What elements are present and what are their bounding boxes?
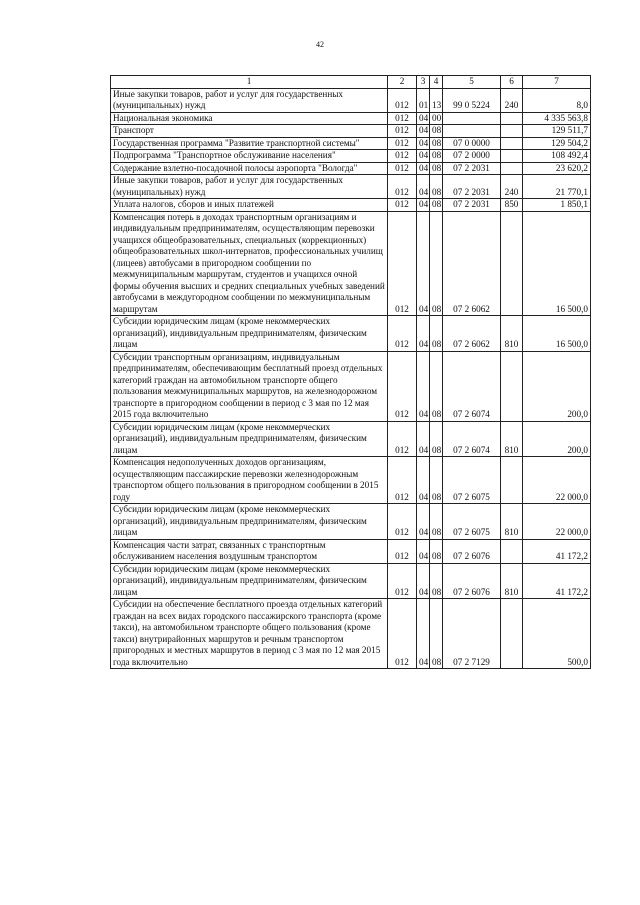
section-cell: 04 [417,150,430,163]
row-name: Компенсация недополученных доходов организациям, осуществляющим пассажирские перевозки железнодорожным транспортом общего пользования в пригородном сообщении в 2015 году [111,457,388,504]
amount-cell: 16 500,0 [523,211,591,316]
amount-cell: 200,0 [523,351,591,421]
section-cell: 04 [417,563,430,599]
section-cell: 04 [417,175,430,199]
expense-type-cell [501,125,523,138]
row-name: Субсидии на обеспечение бесплатного проезда отдельных категорий граждан на всех видах городского пассажирского транспорта (кроме такси), на автомобильном транспорте общего пользования (кроме такси) внутрирайонных маршрутов и речным транспортом пригородных и местных маршрутов в период с 3 мая по 12 мая 2015 года включительно [111,599,388,669]
row-name: Государственная программа "Развитие транспортной системы" [111,137,388,150]
admin-code-cell: 012 [388,599,417,669]
row-name: Субсидии юридическим лицам (кроме некоммерческих организаций), индивидуальным предпринимателям, физическим лицам [111,504,388,540]
section-cell: 01 [417,88,430,112]
target-article-cell: 99 0 5224 [443,88,501,112]
expense-type-cell [501,599,523,669]
row-name: Транспорт [111,125,388,138]
target-article-cell: 07 2 7129 [443,599,501,669]
admin-code-cell: 012 [388,150,417,163]
section-cell: 04 [417,211,430,316]
amount-cell: 1 850,1 [523,199,591,212]
section-cell: 04 [417,316,430,352]
expense-type-cell: 810 [501,421,523,457]
row-name: Содержание взлетно-посадочной полосы аэропорта "Вологда" [111,162,388,175]
subsection-cell: 08 [430,162,443,175]
amount-cell: 129 504,2 [523,137,591,150]
expense-type-cell [501,137,523,150]
subsection-cell: 08 [430,539,443,563]
admin-code-cell: 012 [388,162,417,175]
target-article-cell: 07 2 6076 [443,563,501,599]
admin-code-cell: 012 [388,125,417,138]
expense-type-cell [501,211,523,316]
expense-type-cell: 240 [501,175,523,199]
amount-cell: 22 000,0 [523,457,591,504]
subsection-cell: 00 [430,112,443,125]
expense-type-cell: 810 [501,504,523,540]
table-row [111,457,591,504]
row-name: Подпрограмма "Транспортное обслуживание населения" [111,150,388,163]
expense-type-cell [501,112,523,125]
subsection-cell: 08 [430,563,443,599]
subsection-cell: 08 [430,137,443,150]
column-header: 1 [111,76,388,89]
target-article-cell: 07 2 2031 [443,199,501,212]
row-name: Иные закупки товаров, работ и услуг для государственных (муниципальных) нужд [111,88,388,112]
amount-cell: 108 492,4 [523,150,591,163]
subsection-cell: 08 [430,316,443,352]
target-article-cell: 07 2 6075 [443,504,501,540]
amount-cell: 200,0 [523,421,591,457]
expense-type-cell [501,351,523,421]
table-row [111,88,591,112]
table-row [111,112,591,125]
expense-type-cell [501,457,523,504]
table-row [111,211,591,316]
expense-type-cell [501,539,523,563]
row-name: Субсидии юридическим лицам (кроме некоммерческих организаций), индивидуальным предпринимателям, физическим лицам [111,563,388,599]
column-header: 5 [443,76,501,89]
amount-cell: 23 620,2 [523,162,591,175]
admin-code-cell: 012 [388,199,417,212]
amount-cell: 8,0 [523,88,591,112]
table-body [111,88,591,669]
target-article-cell: 07 2 0000 [443,150,501,163]
section-cell: 04 [417,162,430,175]
amount-cell: 41 172,2 [523,539,591,563]
table-row [111,150,591,163]
column-header: 3 [417,76,430,89]
target-article-cell: 07 2 6062 [443,316,501,352]
table-row [111,137,591,150]
subsection-cell: 08 [430,457,443,504]
target-article-cell: 07 2 2031 [443,175,501,199]
section-cell: 04 [417,199,430,212]
section-cell: 04 [417,599,430,669]
admin-code-cell: 012 [388,563,417,599]
subsection-cell: 08 [430,351,443,421]
target-article-cell: 07 0 0000 [443,137,501,150]
amount-cell: 22 000,0 [523,504,591,540]
target-article-cell: 07 2 2031 [443,162,501,175]
table-row [111,421,591,457]
column-header: 7 [523,76,591,89]
target-article-cell: 07 2 6074 [443,351,501,421]
column-header: 6 [501,76,523,89]
subsection-cell: 08 [430,125,443,138]
section-cell: 04 [417,112,430,125]
admin-code-cell: 012 [388,504,417,540]
admin-code-cell: 012 [388,88,417,112]
row-name: Субсидии юридическим лицам (кроме некоммерческих организаций), индивидуальным предпринимателям, физическим лицам [111,316,388,352]
row-name: Уплата налогов, сборов и иных платежей [111,199,388,212]
table-row [111,316,591,352]
admin-code-cell: 012 [388,211,417,316]
admin-code-cell: 012 [388,112,417,125]
row-name: Иные закупки товаров, работ и услуг для государственных (муниципальных) нужд [111,175,388,199]
target-article-cell [443,125,501,138]
table-row [111,351,591,421]
expense-type-cell [501,150,523,163]
section-cell: 04 [417,351,430,421]
table-row [111,162,591,175]
table-row [111,539,591,563]
amount-cell: 129 511,7 [523,125,591,138]
table-row [111,563,591,599]
subsection-cell: 08 [430,211,443,316]
page-number: 42 [316,40,324,49]
row-name: Компенсация части затрат, связанных с транспортным обслуживанием населения воздушным транспортом [111,539,388,563]
row-name: Компенсация потерь в доходах транспортным организациям и индивидуальным предпринимателям, осуществляющим перевозки учащихся общеобразовательных, специальных (коррекционных) общеобразовательных школ-интернатов, профессиональных училищ (лицеев) автобусами в пригородном сообщении по межмуниципальным маршрутам, студентов и учащихся очной формы обучения высших и средних специальных учебных заведений автобусами в междугородном сообщении по межмуниципальным маршрутам [111,211,388,316]
expense-type-cell: 850 [501,199,523,212]
subsection-cell: 08 [430,199,443,212]
budget-table [110,75,591,669]
table-row [111,125,591,138]
section-cell: 04 [417,137,430,150]
subsection-cell: 08 [430,421,443,457]
amount-cell: 16 500,0 [523,316,591,352]
admin-code-cell: 012 [388,175,417,199]
table-row [111,175,591,199]
admin-code-cell: 012 [388,351,417,421]
amount-cell: 500,0 [523,599,591,669]
table-row [111,199,591,212]
section-cell: 04 [417,457,430,504]
row-name: Субсидии юридическим лицам (кроме некоммерческих организаций), индивидуальным предпринимателям, физическим лицам [111,421,388,457]
subsection-cell: 13 [430,88,443,112]
section-cell: 04 [417,504,430,540]
target-article-cell: 07 2 6062 [443,211,501,316]
section-cell: 04 [417,539,430,563]
target-article-cell: 07 2 6075 [443,457,501,504]
amount-cell: 21 770,1 [523,175,591,199]
table-row [111,504,591,540]
amount-cell: 41 172,2 [523,563,591,599]
admin-code-cell: 012 [388,539,417,563]
table-row [111,599,591,669]
subsection-cell: 08 [430,599,443,669]
column-header: 2 [388,76,417,89]
column-header: 4 [430,76,443,89]
row-name: Субсидии транспортным организациям, индивидуальным предпринимателям, обеспечивающим бесплатный проезд отдельных категорий граждан на автомобильном транспорте общего пользования межмуниципальных маршрутов, на железнодорожном транспорте в пригородном сообщении в период с 3 мая по 12 мая 2015 года включительно [111,351,388,421]
admin-code-cell: 012 [388,457,417,504]
admin-code-cell: 012 [388,316,417,352]
subsection-cell: 08 [430,150,443,163]
admin-code-cell: 012 [388,137,417,150]
section-cell: 04 [417,125,430,138]
admin-code-cell: 012 [388,421,417,457]
target-article-cell: 07 2 6074 [443,421,501,457]
header-row [111,76,591,89]
expense-type-cell: 240 [501,88,523,112]
target-article-cell: 07 2 6076 [443,539,501,563]
target-article-cell [443,112,501,125]
expense-type-cell: 810 [501,563,523,599]
amount-cell: 4 335 563,8 [523,112,591,125]
expense-type-cell [501,162,523,175]
row-name: Национальная экономика [111,112,388,125]
subsection-cell: 08 [430,175,443,199]
subsection-cell: 08 [430,504,443,540]
expense-type-cell: 810 [501,316,523,352]
section-cell: 04 [417,421,430,457]
